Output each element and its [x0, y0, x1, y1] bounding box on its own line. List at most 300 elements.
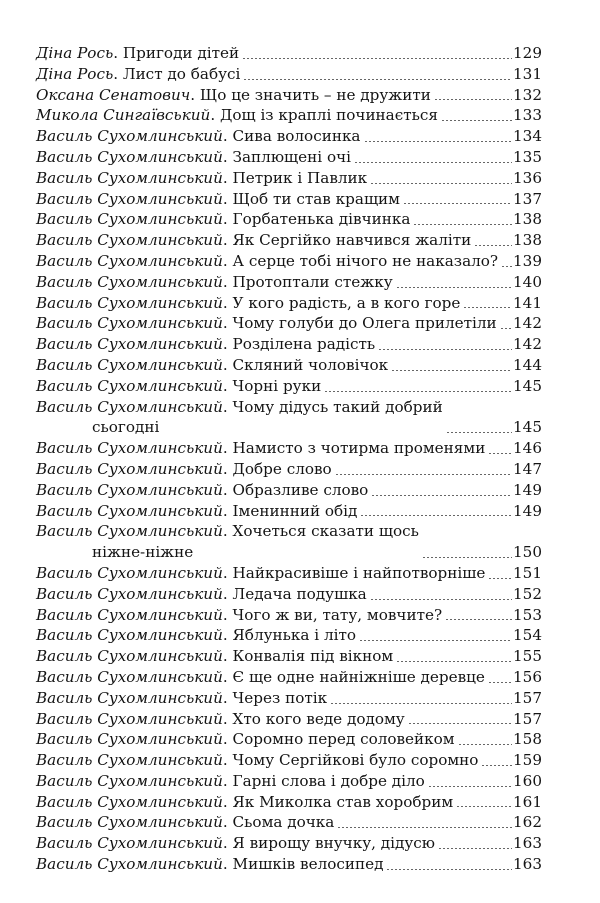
- toc-title: Як Сергійко навчився жаліти: [232, 231, 472, 250]
- toc-entry: [36, 812, 542, 833]
- toc-entry-line: [36, 460, 332, 478]
- toc-title: Намисто з чотирма променями: [232, 439, 486, 458]
- dot-leader: [488, 578, 512, 579]
- toc-page-number: 156: [513, 667, 542, 686]
- toc-author: Василь Сухомлинський: [36, 189, 223, 208]
- toc-entry: [36, 230, 542, 251]
- toc-title: Сива волосинка: [232, 127, 361, 146]
- toc-entry: [36, 501, 542, 522]
- toc-entry-line: [36, 127, 361, 145]
- toc-title: Сьома дочка: [232, 813, 335, 832]
- toc-entry: [36, 376, 542, 397]
- toc-entry: [36, 480, 542, 501]
- toc-title: Горбатенька дівчинка: [232, 210, 411, 229]
- toc-separator: .: [222, 314, 233, 333]
- toc-author: Василь Сухомлинський: [36, 813, 223, 832]
- toc-title: Чому Сергійкові було соромно: [232, 751, 479, 770]
- toc-entry-text: [36, 64, 240, 85]
- toc-entry-text: [36, 501, 357, 522]
- toc-entry-text: [36, 147, 351, 168]
- toc-entry-line: [36, 86, 431, 104]
- dot-leader: [458, 744, 512, 745]
- toc-page-number: 144: [513, 355, 542, 374]
- toc-entry-line: [36, 647, 393, 665]
- toc-entry: [36, 334, 542, 355]
- toc-title-continuation: сьогодні: [92, 418, 160, 437]
- toc-entry: [36, 646, 542, 667]
- toc-page-number: 153: [513, 605, 542, 624]
- toc-entry-text: [36, 667, 485, 688]
- toc-entry: [36, 64, 542, 85]
- toc-author: Василь Сухомлинський: [36, 771, 223, 790]
- toc-author: Василь Сухомлинський: [36, 147, 223, 166]
- dot-leader: [500, 328, 512, 329]
- toc-entry-line: [36, 397, 443, 418]
- toc-entry-line: [36, 294, 460, 312]
- toc-title: Найкрасивіше і найпотворніше: [232, 563, 486, 582]
- toc-page-number: 160: [513, 771, 542, 790]
- toc-page-number: 152: [513, 584, 542, 603]
- toc-entry: [36, 625, 542, 646]
- toc-separator: .: [222, 168, 233, 187]
- toc-entry-text: [36, 480, 368, 501]
- toc-entry-line: [36, 585, 367, 603]
- toc-page-number: 140: [513, 272, 542, 291]
- toc-separator: .: [222, 355, 233, 374]
- toc-separator: .: [222, 647, 233, 666]
- toc-page-number: 154: [513, 626, 542, 645]
- toc-entry: [36, 293, 542, 314]
- table-of-contents: [36, 43, 542, 875]
- toc-page-number: 138: [513, 231, 542, 250]
- toc-title: Хочеться сказати щось: [232, 522, 419, 541]
- toc-author: Василь Сухомлинський: [36, 251, 223, 270]
- toc-entry-text: [36, 85, 431, 106]
- toc-title: Чого ж ви, тату, мовчите?: [232, 605, 443, 624]
- dot-leader: [243, 79, 512, 80]
- toc-page-number: 158: [513, 730, 542, 749]
- toc-page-number: 145: [513, 376, 542, 395]
- toc-entry-line: [36, 834, 435, 852]
- toc-entry-text: [36, 771, 425, 792]
- toc-separator: .: [190, 85, 200, 104]
- toc-page-number: 145: [513, 418, 542, 437]
- toc-separator: .: [222, 293, 233, 312]
- toc-page-number: 157: [513, 709, 542, 728]
- toc-author: Василь Сухомлинський: [36, 210, 223, 229]
- toc-entry-line: [36, 106, 438, 124]
- toc-entry-text: [36, 563, 485, 584]
- toc-separator: .: [222, 688, 233, 707]
- toc-separator: .: [222, 605, 233, 624]
- toc-entry: [36, 189, 542, 210]
- toc-separator: .: [222, 522, 233, 541]
- toc-separator: .: [222, 397, 233, 416]
- toc-separator: .: [222, 709, 233, 728]
- dot-leader: [422, 557, 512, 558]
- toc-separator: .: [222, 792, 233, 811]
- dot-leader: [441, 120, 512, 121]
- toc-title: Що це значить – не дружити: [199, 85, 431, 104]
- dot-leader: [474, 245, 512, 246]
- toc-author: Василь Сухомлинський: [36, 293, 223, 312]
- dot-leader: [456, 806, 512, 807]
- toc-separator: .: [210, 106, 220, 125]
- toc-title: Лист до бабусі: [122, 64, 241, 83]
- toc-entry: [36, 584, 542, 605]
- toc-entry: [36, 313, 542, 334]
- toc-page-number: 135: [513, 147, 542, 166]
- toc-page-number: 136: [513, 168, 542, 187]
- toc-entry-text: [36, 833, 435, 854]
- toc-entry-line: [36, 335, 375, 353]
- dot-leader: [324, 391, 512, 392]
- toc-author: Василь Сухомлинський: [36, 376, 223, 395]
- toc-author: Василь Сухомлинський: [36, 667, 223, 686]
- toc-entry-text: [36, 168, 367, 189]
- dot-leader: [391, 370, 512, 371]
- toc-entry-line: [36, 502, 357, 520]
- toc-page-number: 150: [513, 543, 542, 562]
- toc-entry-line: [36, 356, 388, 374]
- toc-author: Василь Сухомлинський: [36, 584, 223, 603]
- toc-entry-line: [36, 793, 453, 811]
- dot-leader: [413, 224, 512, 225]
- toc-entry-line: [36, 65, 240, 83]
- toc-entry-text: [36, 688, 327, 709]
- toc-entry-text: [36, 334, 375, 355]
- toc-entry-line: [36, 606, 442, 624]
- dot-leader: [335, 474, 512, 475]
- toc-entry-text: [36, 729, 455, 750]
- toc-author: Василь Сухомлинський: [36, 792, 223, 811]
- toc-entry-text: [36, 313, 497, 334]
- dot-leader: [488, 453, 512, 454]
- toc-author: Василь Сухомлинський: [36, 480, 223, 499]
- toc-separator: .: [222, 813, 233, 832]
- dot-leader: [359, 640, 512, 641]
- toc-author: Василь Сухомлинський: [36, 563, 223, 582]
- toc-entry-text: [36, 750, 478, 771]
- toc-author: Василь Сухомлинський: [36, 459, 223, 478]
- toc-entry: [36, 126, 542, 147]
- toc-entry: [36, 355, 542, 376]
- toc-title: Дощ із краплі починається: [220, 106, 439, 125]
- toc-entry-line: [36, 855, 383, 873]
- dot-leader: [371, 495, 512, 496]
- toc-title: Соромно перед соловейком: [232, 730, 455, 749]
- toc-entry-text: [36, 355, 388, 376]
- toc-entry-line: [36, 148, 351, 166]
- toc-entry-line: [36, 273, 393, 291]
- toc-entry-line: [36, 231, 471, 249]
- toc-author: Василь Сухомлинський: [36, 751, 223, 770]
- toc-entry: [36, 209, 542, 230]
- toc-entry: [36, 854, 542, 875]
- toc-title: Чому дідусь такий добрий: [232, 397, 443, 416]
- toc-page-number: 147: [513, 459, 542, 478]
- toc-entry: [36, 750, 542, 771]
- toc-page-number: 161: [513, 792, 542, 811]
- toc-author: Василь Сухомлинський: [36, 314, 223, 333]
- toc-entry-line: [36, 44, 239, 62]
- toc-page-number: 129: [513, 44, 542, 62]
- toc-title: Як Миколка став хоробрим: [232, 792, 454, 811]
- toc-author: Василь Сухомлинський: [36, 605, 223, 624]
- toc-entry-text: [36, 605, 442, 626]
- toc-entry: [36, 459, 542, 480]
- toc-entry-text: [36, 209, 410, 230]
- toc-entry: [36, 397, 542, 439]
- dot-leader: [396, 287, 512, 288]
- toc-entry: [36, 43, 542, 64]
- toc-entry: [36, 85, 542, 106]
- toc-title: А серце тобі нічого не наказало?: [232, 251, 499, 270]
- toc-entry: [36, 521, 542, 563]
- toc-entry-line: [36, 439, 485, 457]
- toc-entry-text: [36, 584, 367, 605]
- toc-page-number: 142: [513, 314, 542, 333]
- dot-leader: [408, 723, 512, 724]
- toc-separator: .: [222, 563, 233, 582]
- toc-separator: .: [222, 771, 233, 790]
- toc-page-number: 131: [513, 64, 542, 83]
- toc-title: Конвалія під вікном: [232, 647, 394, 666]
- toc-entry-text: [36, 272, 393, 293]
- toc-author: Діна Рось: [36, 44, 114, 62]
- toc-entry-line: [36, 190, 400, 208]
- toc-separator: .: [222, 439, 233, 458]
- toc-page-number: 149: [513, 501, 542, 520]
- toc-separator: .: [222, 584, 233, 603]
- toc-author: Діна Рось: [36, 64, 114, 83]
- toc-author: Василь Сухомлинський: [36, 626, 223, 645]
- toc-entry-line: [36, 751, 478, 769]
- toc-page-number: 151: [513, 563, 542, 582]
- toc-entry-line: [36, 377, 321, 395]
- toc-separator: .: [222, 501, 233, 520]
- toc-page-number: 163: [513, 855, 542, 874]
- toc-page-number: 159: [513, 751, 542, 770]
- toc-entry: [36, 272, 542, 293]
- toc-title: Протоптали стежку: [232, 272, 393, 291]
- toc-separator: .: [222, 147, 233, 166]
- toc-page-number: 155: [513, 647, 542, 666]
- toc-title: Чому голуби до Олега прилетіли: [232, 314, 497, 333]
- toc-author: Оксана Сенатович: [36, 85, 191, 104]
- toc-separator: .: [222, 751, 233, 770]
- toc-author: Василь Сухомлинський: [36, 231, 223, 250]
- toc-page-number: 139: [513, 251, 542, 270]
- toc-author: Василь Сухомлинський: [36, 397, 223, 416]
- toc-separator: .: [222, 127, 233, 146]
- dot-leader: [428, 786, 512, 787]
- toc-title: Добре слово: [232, 459, 332, 478]
- dot-leader: [354, 162, 512, 163]
- toc-entry-text: [36, 625, 356, 646]
- toc-separator: .: [113, 44, 123, 62]
- toc-title: Скляний чоловічок: [232, 355, 389, 374]
- toc-page-number: 162: [513, 813, 542, 832]
- toc-separator: .: [222, 376, 233, 395]
- toc-entry-text: [36, 230, 471, 251]
- toc-page-number: 157: [513, 688, 542, 707]
- toc-separator: .: [222, 335, 233, 354]
- toc-title: Через потік: [232, 688, 328, 707]
- toc-separator: .: [222, 210, 233, 229]
- toc-author: Василь Сухомлинський: [36, 335, 223, 354]
- toc-page-number: 149: [513, 480, 542, 499]
- dot-leader: [386, 869, 512, 870]
- toc-entry: [36, 667, 542, 688]
- toc-entry-line: [36, 564, 485, 582]
- toc-separator: .: [222, 730, 233, 749]
- toc-title: Заплющені очі: [232, 147, 351, 166]
- toc-entry-text: [36, 438, 485, 459]
- toc-title: Яблунька і літо: [232, 626, 357, 645]
- toc-entry: [36, 251, 542, 272]
- toc-title: Хто кого веде додому: [232, 709, 405, 728]
- toc-page-number: 132: [513, 85, 542, 104]
- toc-entry-line: [36, 710, 405, 728]
- toc-entry-text: [36, 646, 393, 667]
- toc-author: Василь Сухомлинський: [36, 709, 223, 728]
- toc-entry-text: [36, 854, 383, 875]
- toc-entry: [36, 729, 542, 750]
- toc-author: Микола Сингаївський: [36, 106, 211, 125]
- toc-title: Ледача подушка: [232, 584, 367, 603]
- toc-page-number: 163: [513, 834, 542, 853]
- toc-entry-line: [36, 481, 368, 499]
- toc-entry-text: [36, 105, 438, 126]
- toc-title: Пригоди дітей: [122, 44, 240, 62]
- dot-leader: [445, 619, 512, 620]
- dot-leader: [434, 99, 512, 100]
- toc-entry: [36, 105, 542, 126]
- toc-entry: [36, 438, 542, 459]
- toc-separator: .: [222, 272, 233, 291]
- dot-leader: [370, 599, 512, 600]
- toc-page-number: 137: [513, 189, 542, 208]
- toc-entry: [36, 605, 542, 626]
- toc-title: Розділена радість: [232, 335, 376, 354]
- toc-page-number: 134: [513, 127, 542, 146]
- toc-title: У кого радість, а в кого горе: [232, 293, 461, 312]
- toc-entry-text: [36, 251, 498, 272]
- toc-entry-line: [36, 668, 485, 686]
- toc-title: Образливе слово: [232, 480, 369, 499]
- dot-leader: [364, 141, 513, 142]
- toc-page-number: 142: [513, 335, 542, 354]
- toc-title-continuation: ніжне-ніжне: [92, 543, 194, 562]
- toc-entry: [36, 792, 542, 813]
- toc-entry-line: [36, 813, 334, 831]
- toc-title: Гарні слова і добре діло: [232, 771, 425, 790]
- toc-entry-text: [36, 189, 400, 210]
- dot-leader: [488, 682, 512, 683]
- toc-entry: [36, 168, 542, 189]
- toc-author: Василь Сухомлинський: [36, 834, 223, 853]
- toc-title: Петрик і Павлик: [232, 168, 368, 187]
- toc-separator: .: [222, 251, 233, 270]
- toc-separator: .: [113, 64, 123, 83]
- toc-author: Василь Сухомлинський: [36, 168, 223, 187]
- toc-separator: .: [222, 855, 233, 874]
- toc-entry-line: [36, 252, 498, 270]
- toc-entry-text: [36, 792, 453, 813]
- toc-author: Василь Сухомлинський: [36, 272, 223, 291]
- toc-entry-text: [36, 293, 460, 314]
- toc-author: Василь Сухомлинський: [36, 439, 223, 458]
- toc-entry-text: [36, 812, 334, 833]
- dot-leader: [330, 703, 512, 704]
- toc-separator: .: [222, 480, 233, 499]
- dot-leader: [438, 848, 512, 849]
- toc-separator: .: [222, 834, 233, 853]
- toc-entry-text: [36, 43, 239, 64]
- toc-entry: [36, 709, 542, 730]
- toc-title: Іменинний обід: [232, 501, 358, 520]
- dot-leader: [446, 432, 512, 433]
- dot-leader: [481, 765, 512, 766]
- toc-entry-line: [36, 169, 367, 187]
- dot-leader: [242, 58, 512, 59]
- toc-author: Василь Сухомлинський: [36, 355, 223, 374]
- dot-leader: [360, 515, 512, 516]
- toc-separator: .: [222, 667, 233, 686]
- toc-entry-line: [36, 626, 356, 644]
- toc-page-number: 141: [513, 293, 542, 312]
- toc-entry-text: [36, 459, 332, 480]
- toc-entry-text: [36, 126, 361, 147]
- toc-entry: [36, 563, 542, 584]
- dot-leader: [378, 349, 512, 350]
- toc-entry-line: [36, 730, 455, 748]
- toc-title: Мишків велосипед: [232, 855, 384, 874]
- toc-separator: .: [222, 459, 233, 478]
- toc-title: Чорні руки: [232, 376, 322, 395]
- dot-leader: [396, 661, 512, 662]
- toc-author: Василь Сухомлинський: [36, 688, 223, 707]
- toc-page-number: 138: [513, 210, 542, 229]
- toc-separator: .: [222, 231, 233, 250]
- toc-page-number: 146: [513, 439, 542, 458]
- toc-entry-text: [36, 709, 405, 730]
- toc-entry-line: [36, 689, 327, 707]
- toc-entry-text: [36, 376, 321, 397]
- toc-author: Василь Сухомлинський: [36, 127, 223, 146]
- toc-entry-line: [36, 210, 410, 228]
- dot-leader: [337, 827, 512, 828]
- toc-author: Василь Сухомлинський: [36, 647, 223, 666]
- dot-leader: [501, 266, 512, 267]
- toc-author: Василь Сухомлинський: [36, 522, 223, 541]
- toc-separator: .: [222, 189, 233, 208]
- toc-title: Щоб ти став кращим: [232, 189, 400, 208]
- toc-entry: [36, 833, 542, 854]
- toc-entry-line: [36, 521, 419, 542]
- toc-separator: .: [222, 626, 233, 645]
- toc-entry-line: [36, 772, 425, 790]
- toc-title: Я вирощу внучку, дідусю: [232, 834, 436, 853]
- toc-entry-line: [36, 314, 497, 332]
- toc-entry: [36, 147, 542, 168]
- toc-author: Василь Сухомлинський: [36, 855, 223, 874]
- toc-entry-text: [36, 397, 443, 439]
- dot-leader: [370, 183, 512, 184]
- toc-entry-text: [36, 521, 419, 563]
- toc-entry: [36, 771, 542, 792]
